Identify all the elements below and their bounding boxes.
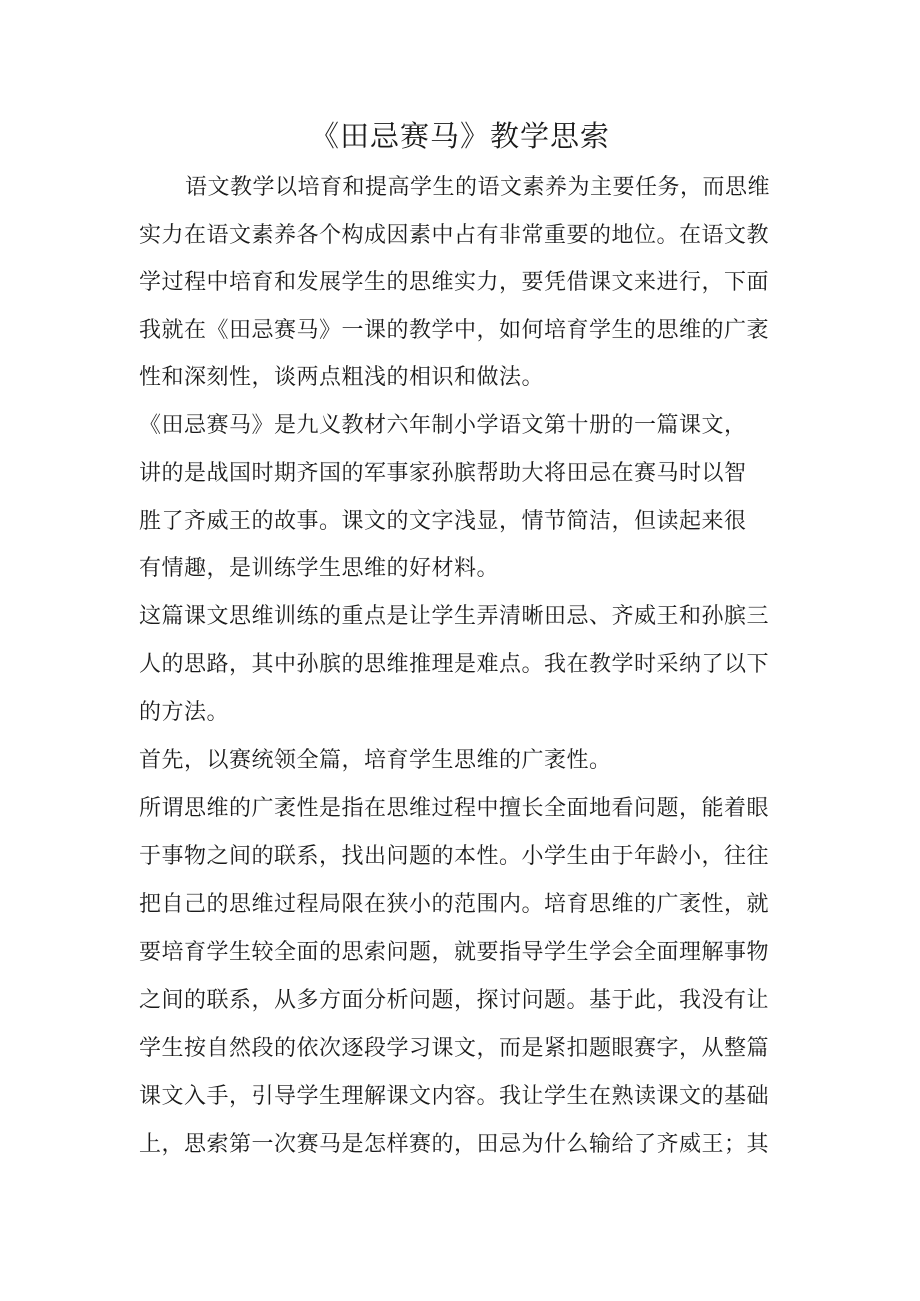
text-line: 所谓思维的广袤性是指在思维过程中擅长全面地看问题，能着眼 (139, 796, 770, 821)
text-line: 这篇课文思维训练的重点是让学生弄清晰田忌、齐威王和孙膑三 (139, 604, 770, 629)
text-line: 首先，以赛统领全篇，培育学生思维的广袤性。 (139, 748, 612, 773)
text-line: 讲的是战国时期齐国的军事家孙膑帮助大将田忌在赛马时以智 (139, 461, 747, 486)
text-line: 有情趣，是训练学生思维的好材料。 (139, 556, 500, 581)
text-line: 课文入手，引导学生理解课文内容。我让学生在熟读课文的基础 (139, 1084, 770, 1109)
text-line: 学过程中培育和发展学生的思维实力，要凭借课文来进行，下面 (139, 270, 770, 295)
text-line: 于事物之间的联系，找出问题的本性。小学生由于年龄小，往往 (139, 844, 770, 869)
text-line: 《田忌赛马》是九义教材六年制小学语文第十册的一篇课文， (139, 413, 747, 438)
text-line: 学生按自然段的依次逐段学习课文，而是紧扣题眼赛字，从整篇 (139, 1036, 770, 1061)
text-line: 把自己的思维过程局限在狭小的范围内。培育思维的广袤性，就 (139, 892, 770, 917)
text-line: 性和深刻性，谈两点粗浅的相识和做法。 (139, 365, 545, 390)
text-line: 要培育学生较全面的思索问题，就要指导学生学会全面理解事物 (139, 940, 770, 965)
text-line: 的方法。 (139, 700, 230, 725)
text-line: 语文教学以培育和提高学生的语文素养为主要任务，而思维 (185, 175, 771, 200)
text-line: 实力在语文素养各个构成因素中占有非常重要的地位。在语文教 (139, 223, 770, 248)
text-line: 之间的联系，从多方面分析问题，探讨问题。基于此，我没有让 (139, 988, 770, 1013)
text-line: 人的思路，其中孙膑的思维推理是难点。我在教学时采纳了以下 (139, 652, 770, 677)
text-line: 胜了齐威王的故事。课文的文字浅显，情节简洁，但读起来很 (139, 509, 747, 534)
document-title: 《田忌赛马》教学思索 (309, 119, 610, 153)
text-line: 我就在《田忌赛马》一课的教学中，如何培育学生的思维的广袤 (139, 318, 770, 343)
text-line: 上，思索第一次赛马是怎样赛的，田忌为什么输给了齐威王；其 (139, 1132, 770, 1157)
